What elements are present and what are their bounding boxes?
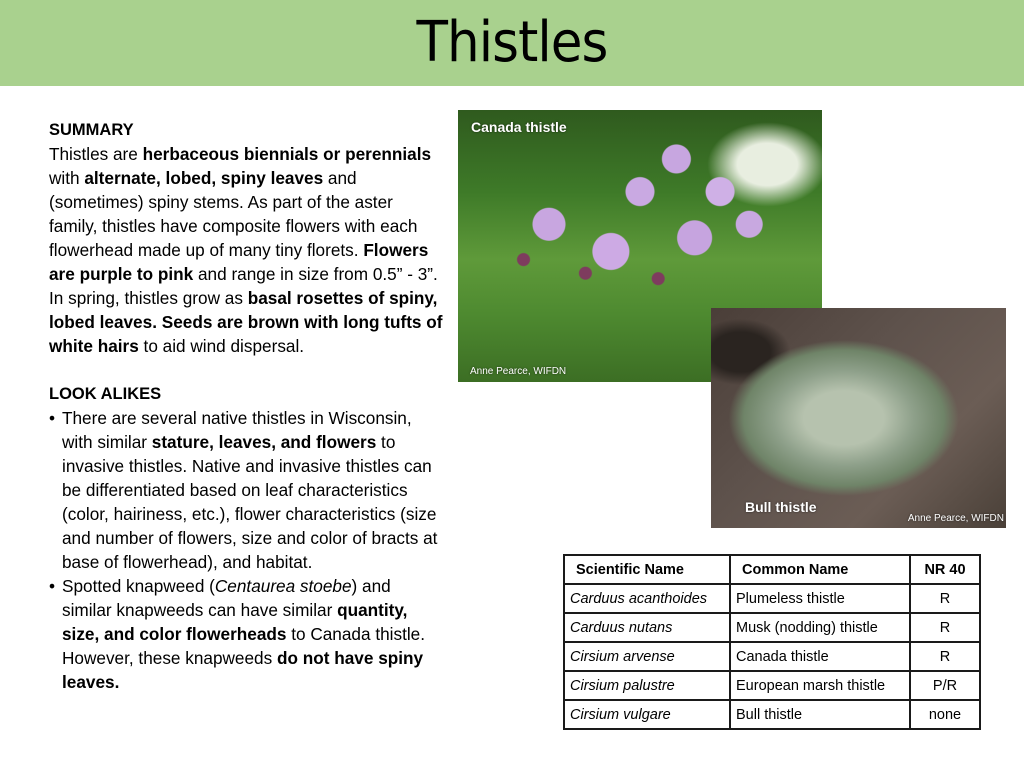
scientific-name-cell: Cirsium arvense <box>564 642 730 671</box>
table-row <box>564 584 980 613</box>
common-name-cell: Bull thistle <box>730 700 910 729</box>
common-name-cell: European marsh thistle <box>730 671 910 700</box>
bullet-text-bold: quantity, size, and color flowerheads <box>62 600 408 644</box>
bullet-text: Spotted knapweed ( <box>62 576 215 596</box>
list-item <box>49 406 444 574</box>
bullet-text-bold: do not have spiny leaves. <box>62 648 424 692</box>
bull-thistle-photo <box>711 308 1006 528</box>
table-row <box>564 642 980 671</box>
list-item <box>49 574 444 694</box>
scientific-name-cell: Carduus nutans <box>564 613 730 642</box>
look-alikes-heading: LOOK ALIKES <box>49 385 162 403</box>
bullet-icon: • <box>49 408 56 428</box>
summary-text-bold: Flowers are purple to pink <box>49 240 429 284</box>
bullet-text: There are several native thistles in Wisconsin, with similar <box>62 408 412 452</box>
text-column <box>49 118 444 694</box>
common-name-cell: Musk (nodding) thistle <box>730 613 910 642</box>
look-alikes-list <box>49 406 444 694</box>
summary-text-bold: Seeds are brown with long tufts of white hairs <box>49 312 443 356</box>
nr40-cell: R <box>910 613 980 642</box>
nr40-cell: R <box>910 584 980 613</box>
bullet-text: to Canada thistle. However, these knapweeds <box>62 624 425 668</box>
photo-caption: Bull thistle <box>745 499 817 515</box>
bullet-text: to invasive thistles. Native and invasive thistles can be differentiated based on leaf characteristics (color, hairiness, etc.), flower characteristics (size and number of flowers, size and color of bracts at base of flowerhead), and habitat. <box>62 432 438 572</box>
summary-text-bold: basal rosettes of spiny, lobed leaves <box>49 288 438 332</box>
table-row <box>564 613 980 642</box>
photo-credit: Anne Pearce, WIFDN <box>470 366 567 377</box>
summary-text: with <box>49 168 85 188</box>
photo-credit: Anne Pearce, WIFDN <box>907 513 1004 524</box>
summary-text-bold: herbaceous biennials or perennials <box>142 144 432 164</box>
species-table <box>563 554 981 730</box>
page-title: Thistles <box>416 10 608 75</box>
summary-text-bold: alternate, lobed, spiny leaves <box>84 168 324 188</box>
nr40-cell: R <box>910 642 980 671</box>
summary-text-bold: . <box>152 312 162 332</box>
bullet-icon: • <box>49 576 56 596</box>
bullet-text-italic: Centaurea stoebe <box>214 576 352 596</box>
summary-text: and range in size from 0.5” - 3”. In spring, thistles grow as <box>49 264 438 308</box>
summary-paragraph <box>49 142 444 358</box>
spacer <box>49 358 444 382</box>
table-row <box>564 671 980 700</box>
nr40-cell: P/R <box>910 671 980 700</box>
scientific-name-cell: Cirsium palustre <box>564 671 730 700</box>
summary-text: Thistles are <box>49 144 143 164</box>
bullet-text: ) and similar knapweeds can have similar <box>62 576 391 620</box>
common-name-cell: Plumeless thistle <box>730 584 910 613</box>
bullet-text-bold: stature, leaves, and flowers <box>151 432 377 452</box>
column-header: Scientific Name <box>564 555 730 584</box>
summary-text: to aid wind dispersal. <box>138 336 305 356</box>
scientific-name-cell: Carduus acanthoides <box>564 584 730 613</box>
summary-heading: SUMMARY <box>49 121 134 139</box>
table-row <box>564 700 980 729</box>
nr40-cell: none <box>910 700 980 729</box>
photo-caption: Canada thistle <box>471 119 567 135</box>
common-name-cell: Canada thistle <box>730 642 910 671</box>
column-header: NR 40 <box>910 555 980 584</box>
table-header-row <box>564 555 980 584</box>
column-header: Common Name <box>730 555 910 584</box>
summary-text: and (sometimes) spiny stems. As part of the aster family, thistles have composite flowers with each flowerhead made up of many tiny florets. <box>49 168 418 260</box>
scientific-name-cell: Cirsium vulgare <box>564 700 730 729</box>
title-bar <box>0 0 1024 86</box>
